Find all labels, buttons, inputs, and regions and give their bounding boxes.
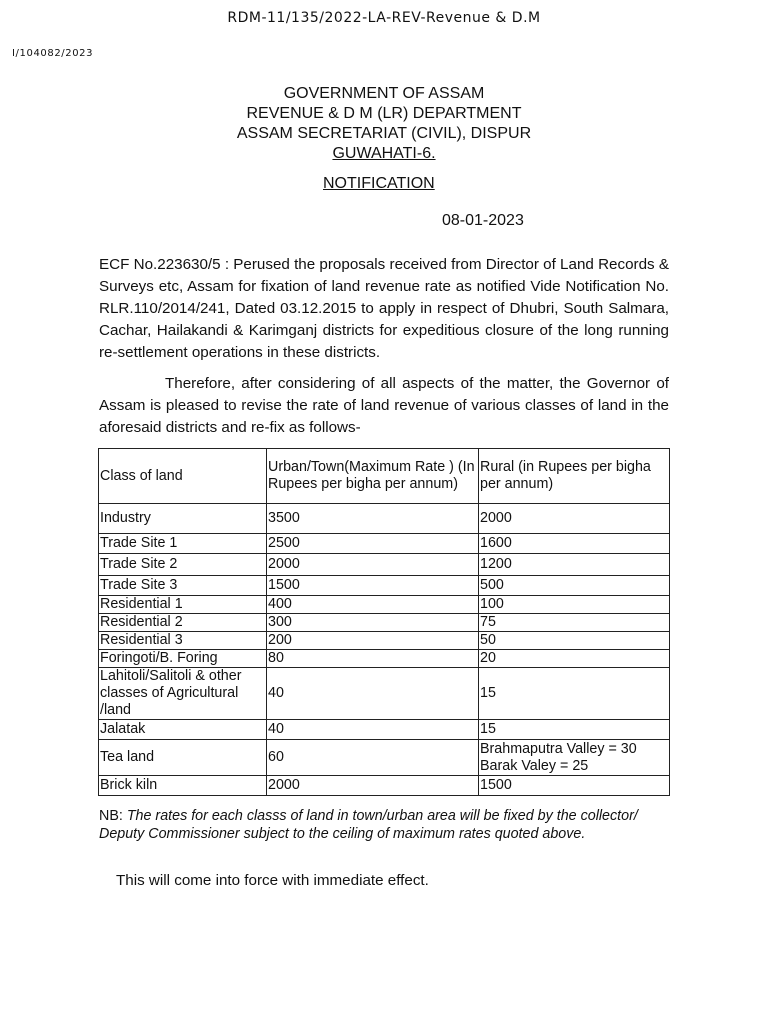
cell-class: Residential 3 [99,632,267,650]
table-row [99,534,670,554]
letterhead [0,84,768,164]
cell-rural [479,740,670,776]
cell-class: Tea land [99,740,267,776]
letterhead-line-2: REVENUE & D M (LR) DEPARTMENT [246,105,522,122]
cell-rural: 2000 [479,504,670,534]
letterhead-line-4: GUWAHATI-6. [332,145,436,162]
nb-text: The rates for each classs of land in town/urban area will be fixed by the collector/ Deputy Commissioner subject to the ceiling of maximum rates quoted above. [99,808,638,842]
letterhead-line-1: GOVERNMENT OF ASSAM [283,85,485,102]
cell-urban: 300 [267,614,479,632]
table-row [99,504,670,534]
paragraph-proposal: ECF No.223630/5 : Perused the proposals received from Director of Land Records & Surveys etc, Assam for fixation of land revenue rate as notified Vide Notification No. RLR.110/2014/241, Dated 03.12.2015 to apply in respect of Dhubri, South Salmara, Cachar, Hailakandi & Karimganj districts for expeditious closure of the long running re-settlement operations in these districts. [99,256,669,361]
table-row [99,576,670,596]
cell-urban: 200 [267,632,479,650]
cell-rural: 15 [479,668,670,720]
letterhead-line-3: ASSAM SECRETARIAT (CIVIL), DISPUR [236,125,532,142]
cell-class: Foringoti/B. Foring [99,650,267,668]
cell-urban: 2000 [267,554,479,576]
cell-rural-barak: Barak Valey = 25 [480,757,589,774]
table-row [99,554,670,576]
table-row [99,776,670,796]
cell-rural: 100 [479,596,670,614]
cell-class: Lahitoli/Salitoli & other classes of Agricultural /land [99,668,267,720]
table-row [99,596,670,614]
cell-urban: 2000 [267,776,479,796]
cell-rural-brahmaputra: Brahmaputra Valley = 30 [480,740,637,757]
cell-class: Residential 2 [99,614,267,632]
cell-urban: 2500 [267,534,479,554]
land-revenue-rate-table [98,448,670,796]
table-row [99,650,670,668]
cell-rural: 1500 [479,776,670,796]
cell-rural: 20 [479,650,670,668]
nb-label: NB: [99,808,123,824]
notification-title: NOTIFICATION [323,175,435,192]
cell-class: Trade Site 3 [99,576,267,596]
header-class-of-land: Class of land [99,449,267,504]
table-row [99,668,670,720]
header-urban-rate: Urban/Town(Maximum Rate ) (In Rupees per bigha per annum) [267,449,479,504]
cell-rural: 500 [479,576,670,596]
table-header-row [99,449,670,504]
cell-urban: 1500 [267,576,479,596]
document-id: I/104082/2023 [12,48,94,59]
cell-rural: 75 [479,614,670,632]
cell-class: Trade Site 2 [99,554,267,576]
table-row [99,720,670,740]
table-row [99,614,670,632]
table-row [99,740,670,776]
notification-date: 08-01-2023 [442,212,524,229]
paragraph-revision: Therefore, after considering of all aspects of the matter, the Governor of Assam is pleased to revise the rate of land revenue of various classes of land in the aforesaid districts and re-fix as follows- [99,375,669,436]
file-reference: RDM-11/135/2022-LA-REV-Revenue & D.M [227,10,541,26]
cell-rural: 50 [479,632,670,650]
cell-urban: 60 [267,740,479,776]
cell-class: Brick kiln [99,776,267,796]
cell-urban: 400 [267,596,479,614]
header-rural-rate: Rural (in Rupees per bigha per annum) [479,449,670,504]
closing-statement: This will come into force with immediate effect. [116,872,429,889]
cell-rural: 15 [479,720,670,740]
cell-class: Residential 1 [99,596,267,614]
cell-class: Industry [99,504,267,534]
cell-urban: 40 [267,668,479,720]
cell-urban: 3500 [267,504,479,534]
cell-rural: 1200 [479,554,670,576]
cell-urban: 80 [267,650,479,668]
nb-note [99,808,669,843]
cell-rural: 1600 [479,534,670,554]
table-row [99,632,670,650]
cell-class: Trade Site 1 [99,534,267,554]
cell-urban: 40 [267,720,479,740]
cell-class: Jalatak [99,720,267,740]
